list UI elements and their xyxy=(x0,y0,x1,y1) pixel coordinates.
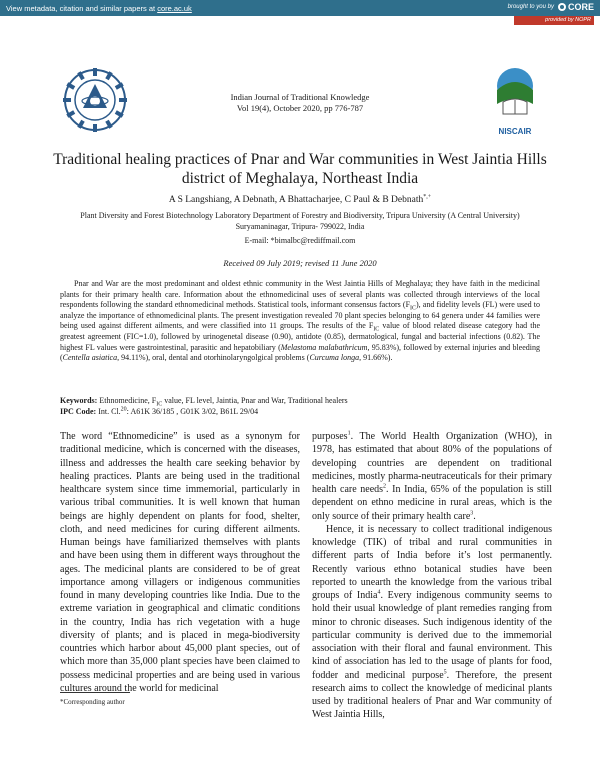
corresponding-author-footnote: *Corresponding author xyxy=(60,698,125,706)
ipc-code: IPC Code: Int. Cl.$^{20}$: A61K 36/185 , G01K 3/02, B61L 29/04 xyxy=(60,406,259,416)
core-brand[interactable] xyxy=(508,2,594,12)
core-banner xyxy=(0,0,600,16)
citation-4[interactable]: 4 xyxy=(377,589,381,596)
body-column-right xyxy=(312,430,552,722)
core-logo-icon xyxy=(558,3,566,11)
citation-3[interactable]: 3 xyxy=(470,510,474,517)
body-column-left xyxy=(60,430,300,695)
journal-name: Indian Journal of Traditional Knowledge xyxy=(230,92,370,102)
citation-5[interactable]: 5 xyxy=(443,669,447,676)
author-marks: *,+ xyxy=(423,193,432,200)
citation-1[interactable]: 1 xyxy=(347,430,351,437)
journal-issue: Vol 19(4), October 2020, pp 776-787 xyxy=(236,103,364,113)
niscair-caption: NISCAIR xyxy=(498,127,532,136)
paper-title: Traditional healing practices of Pnar and War communities in West Jaintia Hills district of Meghalaya, Northeast India xyxy=(53,151,547,187)
brought-by-text: brought to you by xyxy=(507,4,554,10)
ipc-label: IPC Code: xyxy=(60,407,97,416)
keywords: Keywords: Ethnomedicine, $F_{IC}$ value, FL level, Jaintia, Pnar and War, Traditional healers xyxy=(60,396,348,408)
affiliation-line-1: Plant Diversity and Forest Biotechnology Laboratory Department of Forestry and Biodiversity, Tripura University (A Central University) xyxy=(80,211,520,220)
author-names: A S Langshiang, A Debnath, A Bhattacharjee, C Paul & B Debnath xyxy=(168,195,424,205)
author-list xyxy=(0,195,600,205)
received-dates: Received 09 July 2019; revised 11 June 2020 xyxy=(223,258,377,268)
core-link[interactable]: core.ac.uk xyxy=(157,4,192,13)
provided-by-badge[interactable]: provided by NOPR xyxy=(514,16,594,25)
intro-paragraph-1: The word “Ethnomedicine” is used as a synonym for traditional medicine, which is concerned with the diseases, illness and addresses the health care seeking behavior by healing practices. Plants are being used in the traditional healthcare system since time immemorial, particularly in various tribal communities. It is well known that human beings are highly dependent on plants for food, shelter, cloth, and need medicines for curing different ailments. Human beings have familiarized themselves with plants and have been using them in different ways throughout the ages. The medicinal plants are considered to be of great importance among villagers or indigenous communities found in many developing countries like India. Due to the extreme variation in geographical and climatic conditions in the country, India has rich vegetation with a huge diversity of plants; and is placed in mega-biodiversity countries which harbor about 45,000 plant species, out of which more than 35,000 plant species have been claimed to possess medicinal properties and are being used in various cultures around the world for medicinal xyxy=(60,431,300,694)
corresponding-email: E-mail: *bimalbc@rediffmail.com xyxy=(244,236,356,245)
affiliation xyxy=(40,210,560,232)
keywords-label: Keywords: xyxy=(60,396,98,405)
footnote-divider xyxy=(60,692,130,693)
intro-paragraph-1-cont: purposes$^1$. The World Health Organization (WHO), in 1978, has estimated that about 80% of the populations of developing countries are dependent on traditional medicines, mostly pharma-neutraceuticals for their primary health care needs$^2$. In India, 65% of the population is still dependent on ethno medicine in rural areas, which is the only source of their primary health care$^3$. xyxy=(312,430,552,522)
core-metadata-text: View metadata, citation and similar papers at core.ac.uk xyxy=(6,4,192,13)
core-logo[interactable] xyxy=(558,2,594,12)
citation-2[interactable]: 2 xyxy=(383,483,387,490)
affiliation-line-2: Suryamaninagar, Tripura- 799022, India xyxy=(235,222,365,231)
core-name: CORE xyxy=(567,2,594,12)
intro-paragraph-2: Hence, it is necessary to collect traditional indigenous knowledge (TIK) of tribal and rural communities in different parts of India before it’s lost permanently. Recently various ethno botanical studies have been reported to unearth the knowledge from the various tribal groups of India$^4$. Every indigenous community seems to hold their usual knowledge of plant remedies ranging from minor to chronic diseases. Such indigenous identity of the particular community is derived due to the immemorial association with their floral and faunal environment. This kind of association has led to the usage of plants for food, fodder and medicinal purpose$^5$. Therefore, the present research aims to collect the knowledge of medicinal plants used by traditional healers of Pnar and War community of West Jaintia Hills, xyxy=(312,523,552,721)
abstract: Pnar and War are the most predominant and oldest ethnic community in the West Jaintia Hills of Meghalaya; they have faith in the medicinal plants for their primary health care. Information about the ethnomedicinal uses of several plants was collected through interviews of the local respondents following the standard ethnomedicinal methods. Statistical tools, informant consensus factors $(F_{IC})$, and fidelity levels (FL) were used to analyze the importance of ethnomedicinal plants. The present investigation revealed 70 plant species belonging to 64 genera under 44 families were being used against different ailments, and were classified into 11 groups. The results of the $F_{IC}$ value of blood related disease category had the greatest agreement (FIC=1.0), followed by urinogenetal disease (0.90), antidote (0.85), dermatological, fungal and bacterial infections (0.82). The highest FL values were gastrointestinal, parasitic and hepatobiliary (Melastoma malabathricum, 95.83%), followed by external injuries and bleeding (Centella asiatica, 94.11%), oral, dental and otorhinolaryngolgical problems (Curcuma longa, 91.66%). xyxy=(60,279,541,363)
